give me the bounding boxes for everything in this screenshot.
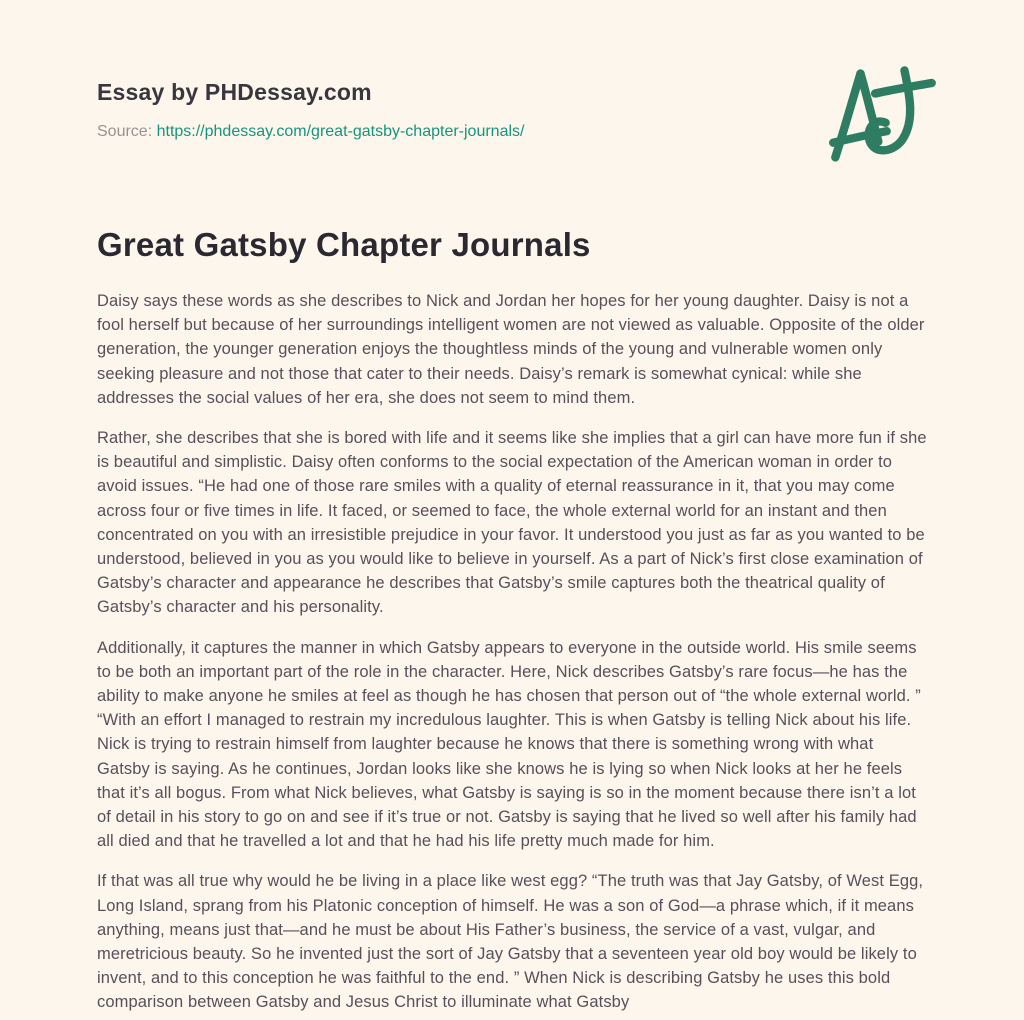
site-header-title: Essay by PHDessay.com [97, 79, 372, 105]
essay-title: Great Gatsby Chapter Journals [97, 226, 591, 263]
essay-paragraph-1: Daisy says these words as she describes to Nick and Jordan her hopes for her young daughter. Daisy is not a fool herself but because of her surroundings intelligent women are not viewed as valuable. Opposite of the older generation, the younger generation enjoys the thoughtless minds of the young and vulnerable women only seeking pleasure and not those that cater to their needs. Daisy’s remark is somewhat cynical: while she addresses the social values of her era, she does not seem to mind them. [97, 292, 925, 407]
source-line [97, 121, 927, 143]
essay-body [97, 289, 929, 1015]
essay-paragraph-2: Rather, she describes that she is bored with life and it seems like she implies that a girl can have more fun if she is beautiful and simplistic. Daisy often conforms to the social expectation of the American woman in order to avoid issues. “He had one of those rare smiles with a quality of eternal reassurance in it, that you may come across four or five times in life. It faced, or seemed to face, the whole external world for an instant and then concentrated on you with an irresistible prejudice in your favor. It understood you just as far as you wanted to be understood, believed in you as you would like to believe in yourself. As a part of Nick’s first close examination of Gatsby’s character and appearance he describes that Gatsby’s smile captures both the theatrical quality of Gatsby’s character and his personality. [97, 429, 927, 617]
source-url-link[interactable]: https://phdessay.com/great-gatsby-chapter-journals/ [156, 123, 525, 140]
source-label: Source: [97, 123, 153, 140]
essay-paragraph-3: Additionally, it captures the manner in which Gatsby appears to everyone in the outside world. His smile seems to be both an important part of the role in the character. Here, Nick describes Gatsby’s rare focus—he has the ability to make anyone he smiles at feel as though he has chosen that person out of “the whole external world. ” “With an effort I managed to restrain my incredulous laughter. This is when Gatsby is telling Nick about his life. Nick is trying to restrain himself from laughter because he knows that there is something wrong with what Gatsby is saying. As he continues, Jordan looks like she knows he is lying so when Nick looks at her he feels that it’s all bogus. From what Nick believes, what Gatsby is saying is so in the moment because there isn’t a lot of detail in his story to go on and see if it’s true or not. Gatsby is saying that he lived so well after his family had all died and that he travelled a lot and that he had his life pretty much made for him. [97, 638, 921, 851]
phdessay-a-plus-logo-icon [828, 66, 938, 166]
essay-paragraph-4: If that was all true why would he be living in a place like west egg? “The truth was that Jay Gatsby, of West Egg, Long Island, sprang from his Platonic conception of himself. He was a son of God—a phrase which, if it means anything, means just that—and he must be about His Father’s business, the service of a vast, vulgar, and meretricious beauty. So he invented just the sort of Jay Gatsby that a seventeen year old boy would be likely to invent, and to this conception he was faithful to the end. ” When Nick is describing Gatsby he uses this bold comparison between Gatsby and Jesus Christ to illuminate what Gatsby [97, 872, 924, 1012]
